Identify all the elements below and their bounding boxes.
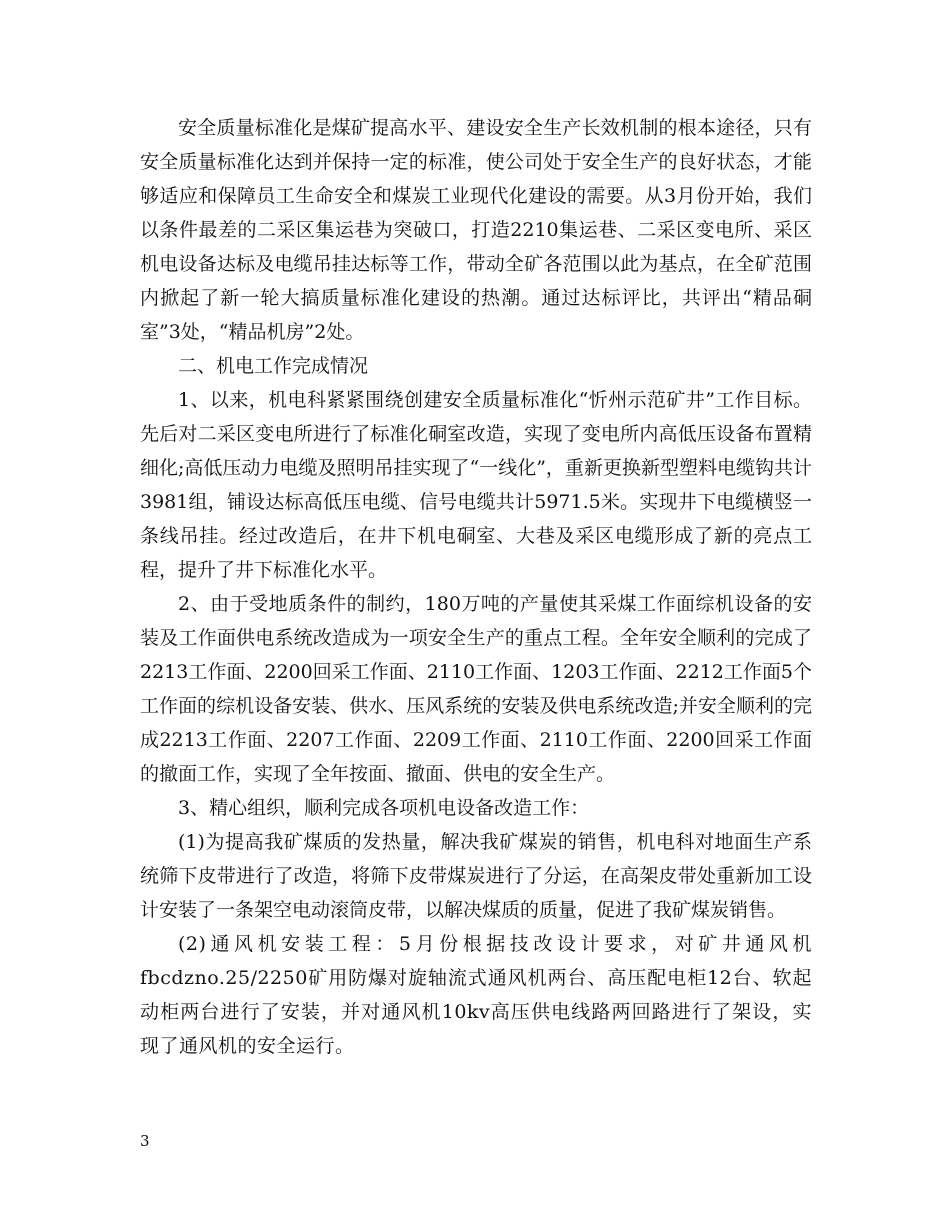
paragraph-item-3: 3、精心组织，顺利完成各项机电设备改造工作： <box>178 797 590 819</box>
paragraph-quality-standardization: 安全质量标准化是煤矿提高水平、建设安全生产长效机制的根本途径，只有安全质量标准化达到并保持一定的标准，使公司处于安全生产的良好状态，才能够适应和保障员工生命安全和煤炭工业现代化建设的需要。从3月份开始，我们以条件最差的二采区集运巷为突破口，打造2210集运巷、二采区变电所、采区机电设备达标及电缆吊挂达标等工作，带动全矿各范围以此为基点，在全矿范围内掀起了新一轮大搞质量标准化建设的热潮。通过达标评比，共评出“精品硐室”3处，“精品机房”2处。 <box>140 117 812 343</box>
paragraph-subitem-1: (1)为提高我矿煤质的发热量，解决我矿煤炭的销售，机电科对地面生产系统筛下皮带进行了改造，将筛下皮带煤炭进行了分运，在高架皮带处重新加工设计安装了一条架空电动滚筒皮带，以解决煤质的质量，促进了我矿煤炭销售。 <box>140 831 812 921</box>
page-number: 3 <box>140 1132 150 1150</box>
paragraph-item-2: 2、由于受地质条件的制约，180万吨的产量使其采煤工作面综机设备的安装及工作面供电系统改造成为一项安全生产的重点工程。全年安全顺利的完成了2213工作面、2200回采工作面、2110工作面、1203工作面、2212工作面5个工作面的综机设备安装、供水、压风系统的安装及供电系统改造;并安全顺利的完成2213工作面、2207工作面、2209工作面、2110工作面、2200回采工作面的撤面工作，实现了全年按面、撤面、供电的安全生产。 <box>140 593 812 785</box>
section-heading-electromechanical: 二、机电工作完成情况 <box>178 355 369 377</box>
paragraph-item-1: 1、以来，机电科紧紧围绕创建安全质量标准化“忻州示范矿井”工作目标。先后对二采区变电所进行了标准化硐室改造，实现了变电所内高低压设备布置精细化;高低压动力电缆及照明吊挂实现了“一线化”，重新更换新型塑料电缆钩共计3981组，铺设达标高低压电缆、信号电缆共计5971.5米。实现井下电缆横竖一条线吊挂。经过改造后，在井下机电硐室、大巷及采区电缆形成了新的亮点工程，提升了井下标准化水平。 <box>140 389 812 581</box>
document-body <box>140 111 812 1063</box>
paragraph-subitem-2: (2)通风机安装工程：5月份根据技改设计要求，对矿井通风机fbcdzno.25/2250矿用防爆对旋轴流式通风机两台、高压配电柜12台、软起动柜两台进行了安装，并对通风机10kv高压供电线路两回路进行了架设，实现了通风机的安全运行。 <box>140 933 812 1057</box>
